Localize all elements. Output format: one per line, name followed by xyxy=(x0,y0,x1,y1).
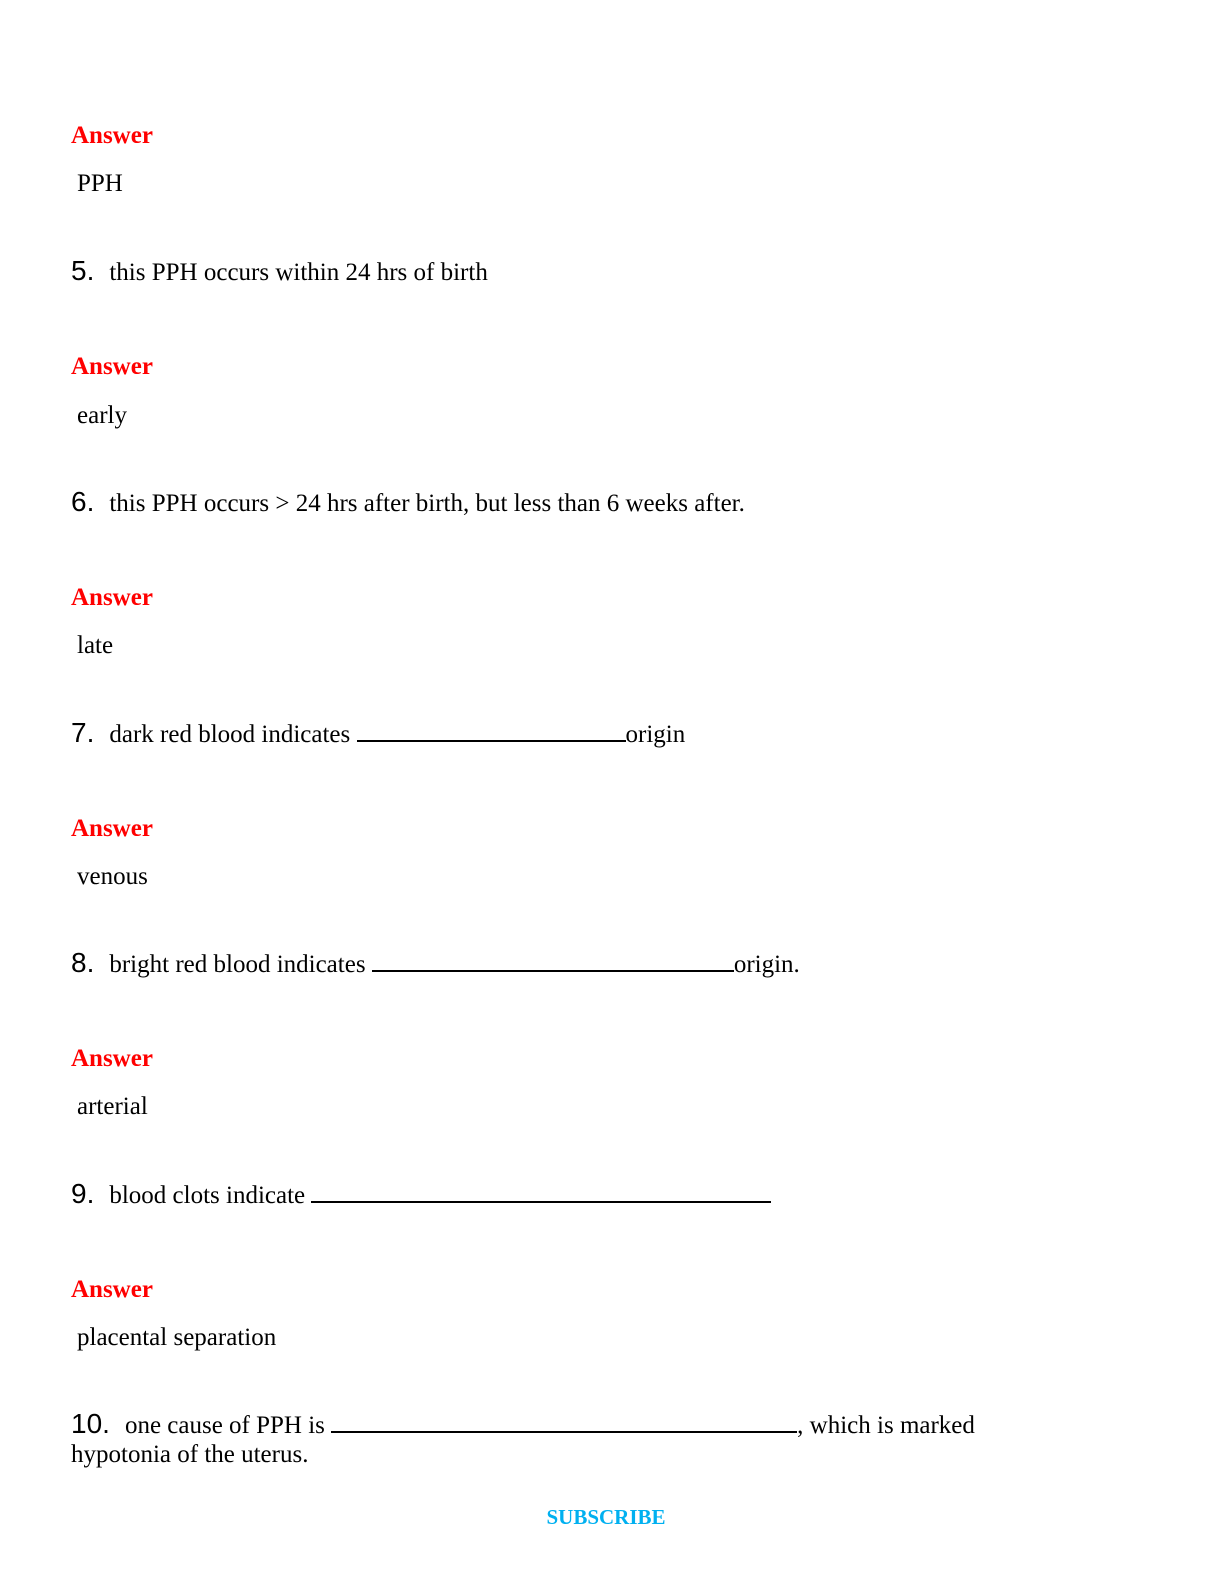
question-7 xyxy=(71,718,685,750)
answer-label: Answer xyxy=(71,1276,153,1303)
answer-text: PPH xyxy=(77,170,123,197)
question-number: 10. xyxy=(71,1408,110,1439)
question-text: dark red blood indicates xyxy=(109,721,357,748)
answer-text: late xyxy=(77,632,114,659)
question-text-after: origin. xyxy=(733,951,800,978)
question-number: 6. xyxy=(71,486,95,517)
answer-label: Answer xyxy=(71,122,153,149)
question-text: bright red blood indicates xyxy=(109,951,372,978)
fill-in-blank xyxy=(357,718,626,742)
question-9 xyxy=(71,1179,771,1211)
question-text: one cause of PPH is xyxy=(124,1412,332,1439)
fill-in-blank xyxy=(331,1409,797,1433)
answer-label: Answer xyxy=(71,584,153,611)
question-10-line2: hypotonia of the uterus. xyxy=(71,1441,309,1468)
fill-in-blank xyxy=(372,948,734,972)
question-5 xyxy=(71,256,488,288)
question-10 xyxy=(71,1409,975,1441)
answer-label: Answer xyxy=(71,815,153,842)
answer-label: Answer xyxy=(71,1045,153,1072)
question-6 xyxy=(71,487,745,519)
question-text: blood clots indicate xyxy=(109,1182,312,1209)
question-text: this PPH occurs within 24 hrs of birth xyxy=(109,259,488,286)
question-text-after: , which is marked xyxy=(797,1412,975,1439)
answer-label: Answer xyxy=(71,353,153,380)
question-text: this PPH occurs > 24 hrs after birth, but less than 6 weeks after. xyxy=(109,490,745,517)
answer-text: venous xyxy=(77,863,148,890)
answer-text: arterial xyxy=(77,1093,148,1120)
answer-text: placental separation xyxy=(77,1324,277,1351)
question-8 xyxy=(71,948,800,980)
answer-text: early xyxy=(77,402,127,429)
question-number: 9. xyxy=(71,1178,95,1209)
question-number: 5. xyxy=(71,255,95,286)
question-number: 7. xyxy=(71,717,95,748)
subscribe-link[interactable]: SUBSCRIBE xyxy=(546,1505,666,1529)
fill-in-blank xyxy=(311,1179,771,1203)
question-number: 8. xyxy=(71,947,95,978)
question-text-after: origin xyxy=(625,721,686,748)
